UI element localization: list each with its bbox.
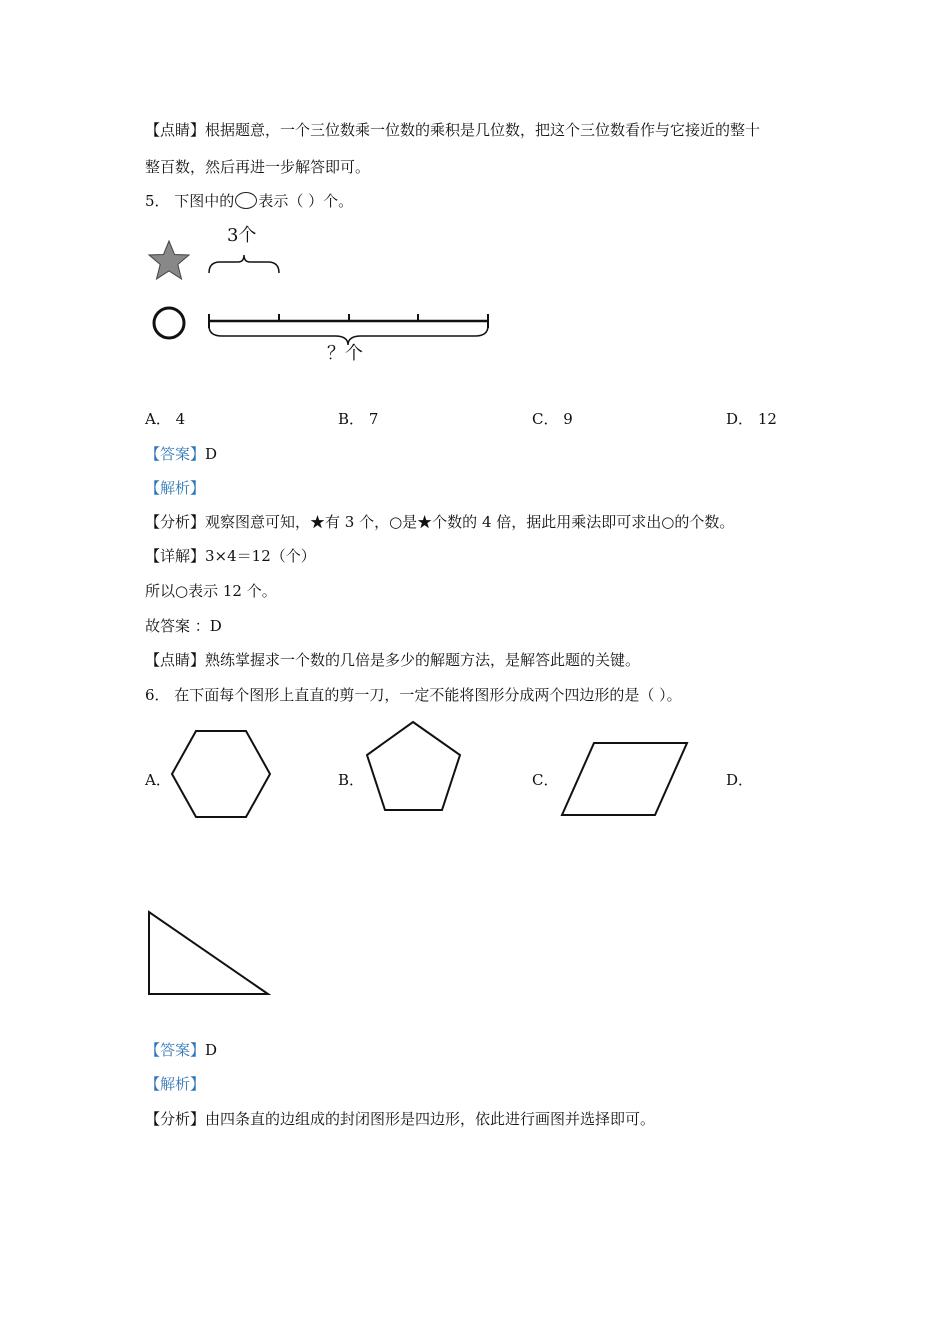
q5-top-label: 3个 [227, 225, 257, 246]
q6-stem: 6． 在下面每个图形上直直的剪一刀，一定不能将图形分成两个四边形的是（ ）。 [145, 686, 682, 704]
q6-option-b-label: B． [338, 771, 365, 789]
right-triangle-shape [149, 912, 268, 994]
hexagon-shape [172, 731, 270, 817]
q5-stem-before: 5． 下图中的 [145, 192, 235, 210]
q5-option-d: D． 12 [726, 410, 777, 428]
q6-fenxi: 【分析】由四条直的边组成的封闭图形是四边形，依此进行画图并选择即可。 [145, 1110, 656, 1128]
q4-dianjing-line1: 【点睛】根据题意，一个三位数乘一位数的乘积是几位数，把这个三位数看作与它接近的整十 [145, 121, 761, 139]
q5-stem-after: 表示（ ）个。 [258, 192, 354, 210]
q5-final-answer: 故答案 ：D [145, 617, 222, 635]
q6-option-a-label: A． [145, 771, 171, 789]
q5-conclusion: 所以○表示 12 个。 [145, 582, 277, 600]
q5-option-b: B． 7 [338, 410, 379, 428]
q6-answer: 【答案】D [145, 1041, 218, 1059]
pentagon-shape [367, 722, 460, 810]
q5-fenxi: 【分析】观察图意可知，★有 3 个，○是★个数的 4 倍，据此用乘法即可求出○的个数。 [145, 513, 735, 531]
q5-option-a: A． 4 [145, 410, 186, 428]
q4-dianjing-line2: 整百数，然后再进一步解答即可。 [145, 158, 371, 176]
q5-option-c: C． 9 [532, 410, 573, 428]
parallelogram-shape [562, 743, 687, 815]
q5-dianjing: 【点睛】熟练掌握求一个数的几倍是多少的解题方法，是解答此题的关键。 [145, 651, 641, 669]
q5-answer: 【答案】D [145, 445, 218, 463]
q6-option-c-label: C． [532, 771, 559, 789]
q5-analysis-tag: 【解析】 [145, 479, 206, 497]
q5-bottom-label: ？个 [327, 343, 363, 364]
q6-option-d-label: D． [726, 771, 754, 789]
q6-analysis-tag: 【解析】 [145, 1075, 206, 1093]
q5-xiangjie: 【详解】3×4＝12（个） [145, 547, 316, 565]
